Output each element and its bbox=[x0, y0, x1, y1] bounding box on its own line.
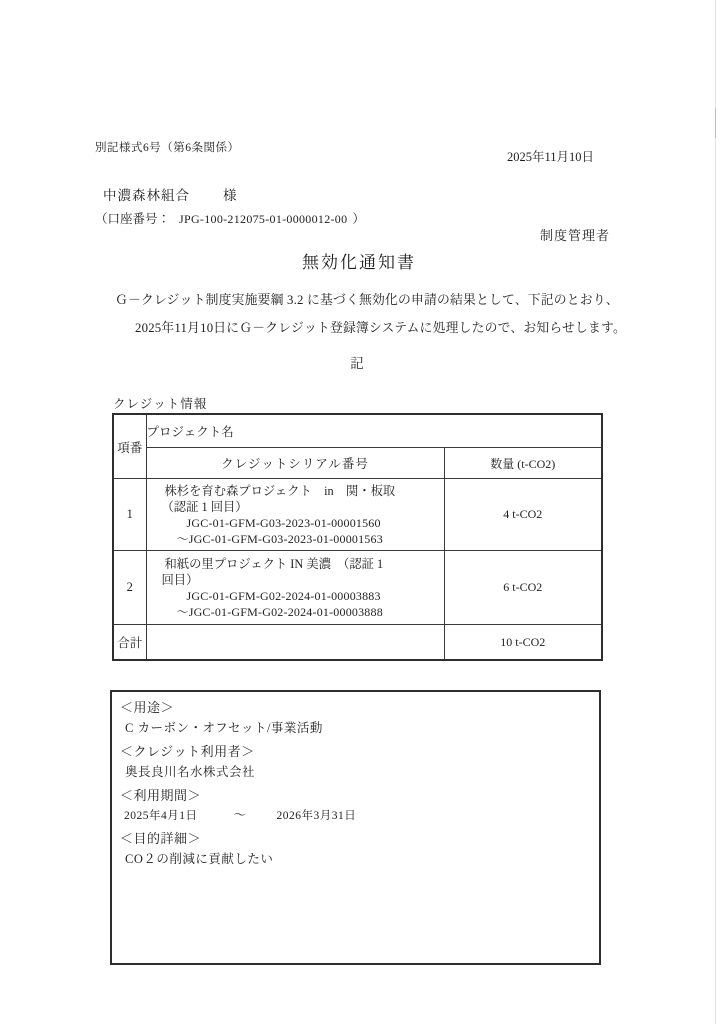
total-empty-cell bbox=[146, 625, 444, 661]
table-row bbox=[113, 479, 602, 551]
header-item-no: 項番 bbox=[113, 414, 146, 479]
serial-to: ～JGC-01-GFM-G03-2023-01-00001563 bbox=[176, 531, 383, 546]
usage-period-label: ＜利用期間＞ bbox=[120, 788, 202, 803]
table-total-row bbox=[113, 625, 602, 661]
project-cert-line: （認証 1 回目） bbox=[161, 499, 248, 514]
row-quantity: 6 t-CO2 bbox=[444, 551, 602, 625]
usage-value: C カーボン・オフセット/事業活動 bbox=[125, 721, 323, 735]
credit-info-table bbox=[112, 413, 603, 661]
document-title: 無効化通知書 bbox=[302, 253, 416, 272]
period-tilde: ～ bbox=[233, 808, 247, 822]
header-serial-number: クレジットシリアル番号 bbox=[146, 448, 444, 479]
credit-info-section-title: クレジット情報 bbox=[113, 397, 208, 411]
serial-from: JGC-01-GFM-G03-2023-01-00001560 bbox=[186, 515, 381, 530]
header-quantity: 数量 (t-CO2) bbox=[444, 448, 602, 479]
purpose-value: CO２の削減に貢献したい bbox=[125, 852, 274, 866]
account-close-paren: ） bbox=[352, 212, 365, 226]
issuer-label: 制度管理者 bbox=[540, 228, 611, 243]
record-mark: 記 bbox=[350, 356, 364, 371]
credit-user-value: 奥長良川名水株式会社 bbox=[125, 765, 256, 779]
usage-label: ＜用途＞ bbox=[120, 700, 175, 715]
account-label: （口座番号： bbox=[95, 212, 171, 226]
purpose-label: ＜目的詳細＞ bbox=[120, 831, 202, 846]
row-project-cell bbox=[146, 479, 444, 551]
table-row bbox=[113, 551, 602, 625]
document-date: 2025年11月10日 bbox=[507, 150, 595, 164]
period-to: 2026年3月31日 bbox=[276, 810, 357, 822]
row-project-cell bbox=[146, 551, 444, 625]
notice-body-line-2: 2025年11月10日にＧ－クレジット登録簿システムに処理したので、お知らせします。 bbox=[135, 321, 626, 335]
table-header-row-1 bbox=[113, 414, 602, 448]
header-project-name: プロジェクト名 bbox=[146, 414, 602, 448]
row-quantity: 4 t-CO2 bbox=[444, 479, 602, 551]
account-number: JPG-100-212075-01-0000012-00 bbox=[179, 212, 348, 226]
notice-body-line-1: Ｇ－クレジット制度実施要綱 3.2 に基づく無効化の申請の結果として、下記のとおり、 bbox=[115, 293, 619, 307]
row-item-no: 1 bbox=[113, 479, 146, 551]
total-quantity: 10 t-CO2 bbox=[444, 625, 602, 661]
recipient-name: 中濃森林組合 bbox=[103, 188, 190, 203]
credit-user-label: ＜クレジット利用者＞ bbox=[120, 744, 255, 759]
scan-edge-artifact-dark bbox=[715, 108, 716, 138]
usage-period-value bbox=[120, 806, 589, 825]
period-from: 2025年4月1日 bbox=[124, 810, 198, 822]
serial-to: ～JGC-01-GFM-G02-2024-01-00003888 bbox=[176, 604, 383, 619]
recipient-line bbox=[103, 184, 238, 204]
account-number-line bbox=[95, 209, 365, 227]
scan-edge-artifact bbox=[715, 0, 716, 1024]
row-item-no: 2 bbox=[113, 551, 146, 625]
form-number-label: 別記様式6号（第6条関係） bbox=[95, 142, 240, 154]
recipient-honorific: 様 bbox=[223, 188, 238, 203]
project-cert-line: 回目） bbox=[161, 572, 199, 587]
serial-from: JGC-01-GFM-G02-2024-01-00003883 bbox=[186, 588, 381, 603]
table-header-row-2 bbox=[113, 448, 602, 479]
total-label: 合計 bbox=[113, 625, 146, 661]
project-name-line: 和紙の里プロジェクト IN 美濃 （認証 1 bbox=[164, 556, 384, 571]
project-name-line: 株杉を育む森プロジェクト in 関・板取 bbox=[164, 483, 396, 498]
usage-details-box bbox=[110, 690, 601, 965]
